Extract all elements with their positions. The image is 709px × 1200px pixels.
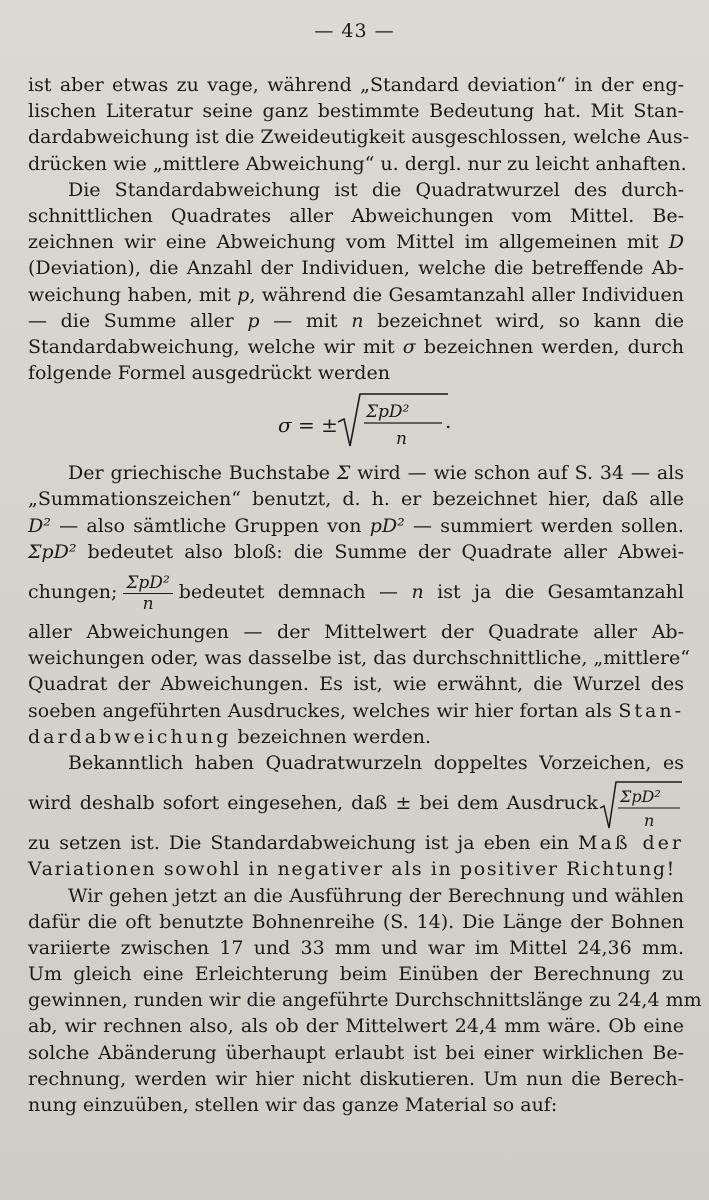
text-line: Um gleich eine Erleichterung beim Einüben der Berechnung zu — [28, 963, 684, 986]
text-line: dafür die oft benutzte Bohnenreihe (S. 14). Die Länge der Bohnen — [28, 910, 684, 933]
text-line: ΣpD² bedeutet also bloß: die Summe der Quadrate aller Abwei- — [28, 540, 684, 563]
text-line: soeben angeführten Ausdruckes, welches wir hier fortan als Stan- — [28, 699, 684, 722]
text-line: weichungen oder, was dasselbe ist, das durchschnittliche, „mittlere“ — [28, 647, 690, 670]
text-line: Quadrat der Abweichungen. Es ist, wie erwähnt, die Wurzel des — [28, 673, 684, 696]
text-line: zu setzen ist. Die Standardabweichung ist ja eben ein Maß der — [28, 832, 684, 855]
text-line: Der griechische Buchstabe Σ wird — wie schon auf S. 34 — als — [68, 462, 684, 485]
text-line: gewinnen, runden wir die angeführte Durchschnittslänge zu 24,4 mm — [28, 989, 702, 1012]
text-line: (Deviation), die Anzahl der Individuen, welche die betreffende Ab- — [28, 257, 684, 280]
inline-fraction: $\frac{\text{ΣpD²}}{n}$ — [123, 573, 172, 614]
formula-graphic — [28, 386, 684, 460]
text-line: nung einzuüben, stellen wir das ganze Material so auf: — [28, 1094, 558, 1116]
text-line: Standardabweichung, welche wir mit σ bezeichnen werden, durch — [28, 335, 684, 358]
text-line: — die Summe aller p — mit n bezeichnet wird, so kann die — [28, 309, 685, 332]
text-line: schnittlichen Quadrates aller Abweichungen vom Mittel. Be- — [28, 204, 684, 227]
text-line: weichung haben, mit p, während die Gesamtanzahl aller Individuen — [28, 283, 684, 306]
text-line: „Summationszeichen“ benutzt, d. h. er bezeichnet hier, daß alle — [28, 488, 684, 511]
radical-denominator: n — [644, 810, 655, 830]
text-line: ab, wir rechnen also, als ob der Mittelwert 24,4 mm wäre. Ob eine — [28, 1015, 684, 1038]
text-line: drücken wie „mittlere Abweichung“ u. dergl. nur zu leicht anhaften. — [28, 152, 687, 175]
text-line: aller Abweichungen — der Mittelwert der Quadrate aller Ab- — [28, 621, 684, 643]
text-line: lischen Literatur seine ganz bestimmte Bedeutung hat. Mit Stan- — [28, 100, 684, 123]
formula-lhs: σ = ± — [278, 413, 338, 438]
standard-deviation-formula — [28, 386, 684, 460]
formula-denominator: n — [396, 429, 407, 450]
radical-numerator: ΣpD² — [620, 786, 661, 806]
text-line: solche Abänderung überhaupt erlaubt ist bei einer wirklichen Be- — [28, 1041, 684, 1064]
text-line: folgende Formel ausgedrückt werden — [28, 362, 390, 385]
formula-numerator: ΣpD² — [366, 402, 410, 423]
formula-end: . — [445, 409, 452, 434]
text-line: dardabweichung bezeichnen werden. — [28, 725, 432, 748]
radical-graphic — [598, 778, 684, 832]
text-line: variierte zwischen 17 und 33 mm und war im Mittel 24,36 mm. — [28, 936, 684, 959]
text-line-with-radical: wird deshalb sofort eingesehen, daß ± bei dem Ausdruck ΣpD² n — [28, 776, 684, 830]
text-line: dardabweichung ist die Zweideutigkeit ausgeschlossen, welche Aus- — [28, 126, 690, 149]
text-line: Wir gehen jetzt an die Ausführung der Berechnung und wählen — [68, 884, 684, 907]
text-line: rechnung, werden wir hier nicht diskutieren. Um nun die Berech- — [28, 1067, 684, 1090]
text-line: Die Standardabweichung ist die Quadratwurzel des durch- — [68, 178, 684, 201]
inline-radical — [598, 777, 684, 832]
body-text — [28, 72, 702, 1118]
text-line: D² — also sämtliche Gruppen von pD² — summiert werden sollen. — [28, 514, 684, 537]
text-line: zeichnen wir eine Abweichung vom Mittel im allgemeinen mit D — [28, 231, 684, 254]
text-line: ist aber etwas zu vage, während „Standard deviation“ in der eng- — [28, 74, 684, 96]
page-number: — 43 — — [314, 20, 395, 42]
text-line-with-fraction: chungen; $\frac{\text{ΣpD²}}{n}$ bedeutet demnach — n ist ja die Gesamtanzahl — [28, 572, 684, 614]
text-line: Variationen sowohl in negativer als in positiver Richtung! — [28, 858, 676, 881]
text-line: Bekanntlich haben Quadratwurzeln doppeltes Vorzeichen, es — [68, 751, 684, 774]
